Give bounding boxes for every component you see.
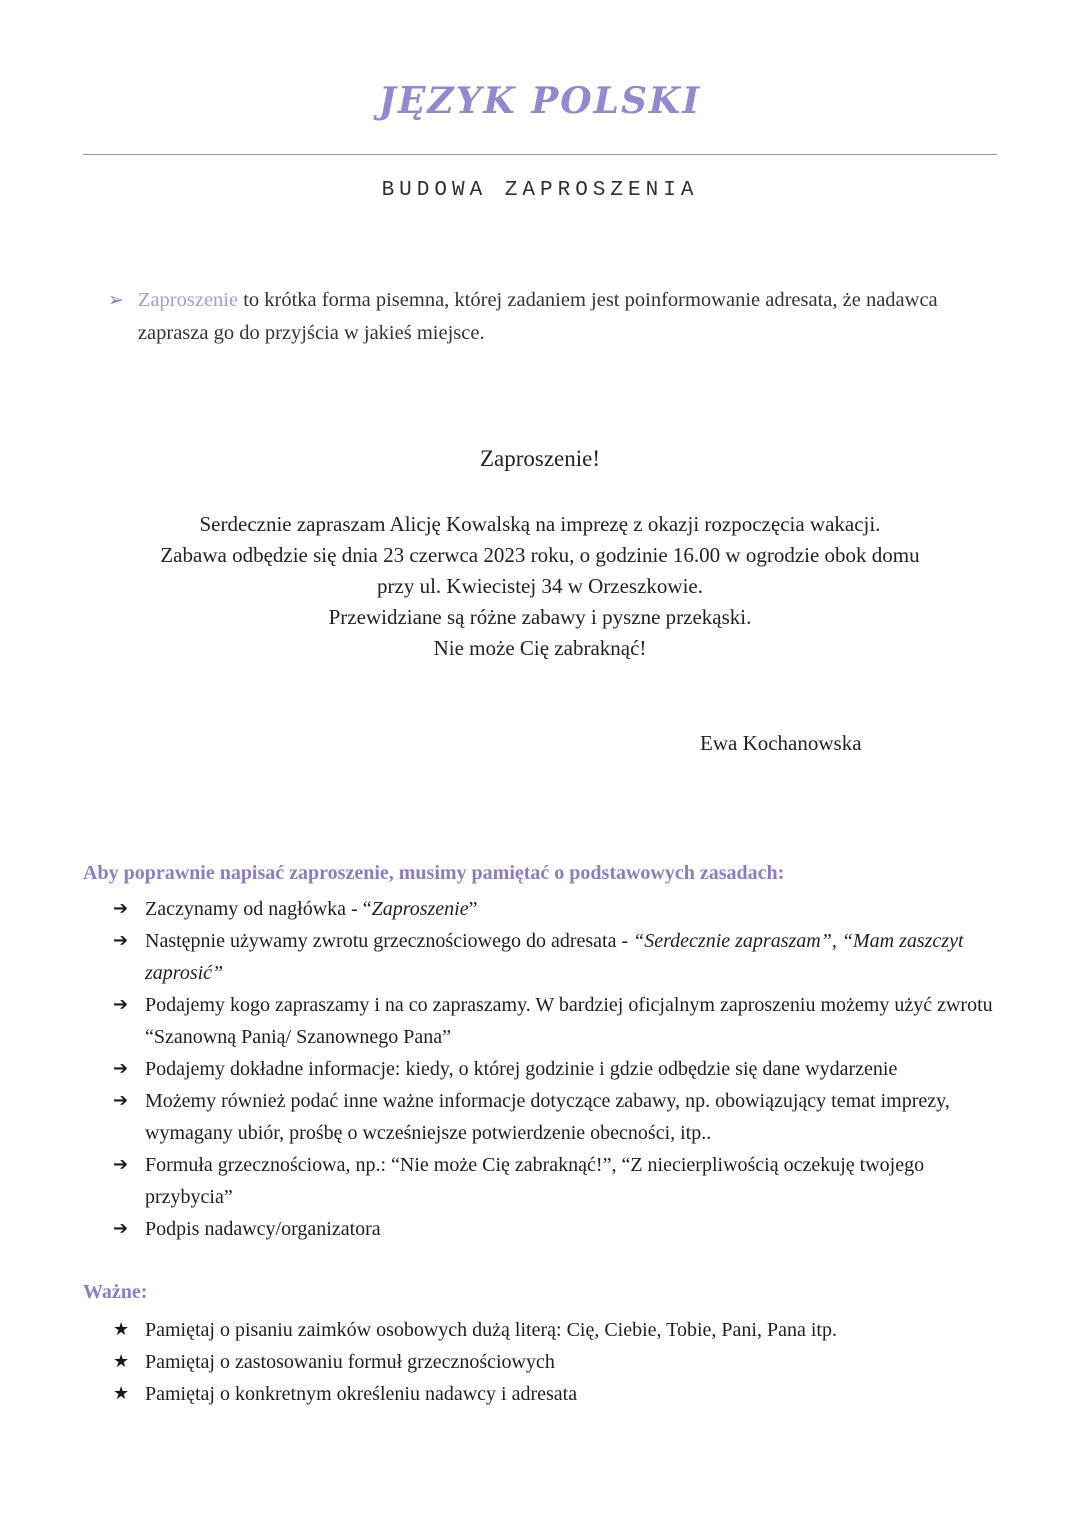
invitation-example bbox=[0, 446, 1080, 756]
rules-list bbox=[0, 893, 1080, 1245]
list-item bbox=[113, 1149, 995, 1213]
definition-item bbox=[108, 284, 985, 350]
arrow-bullet-icon: ➔ bbox=[113, 1058, 129, 1079]
star-bullet-icon: ★ bbox=[113, 1383, 130, 1404]
list-item bbox=[113, 1346, 995, 1378]
divider bbox=[83, 154, 997, 155]
invitation-signature: Ewa Kochanowska bbox=[700, 731, 862, 755]
rule-text-part: Następnie używamy zwrotu grzecznościowego do adresata - bbox=[145, 930, 634, 952]
invitation-line: Serdecznie zapraszam Alicję Kowalską na imprezę z okazji rozpoczęcia wakacji. bbox=[199, 512, 881, 536]
invitation-line: Zabawa odbędzie się dnia 23 czerwca 2023 roku, o godzinie 16.00 w ogrodzie obok domu bbox=[160, 543, 920, 567]
definition-text bbox=[138, 284, 970, 350]
rule-text bbox=[145, 925, 993, 989]
arrow-bullet-icon: ➔ bbox=[113, 1154, 129, 1175]
rules-heading: Aby poprawnie napisać zaproszenie, musimy pamiętać o podstawowych zasadach: bbox=[83, 862, 785, 884]
arrow-bullet-icon: ➔ bbox=[113, 994, 129, 1015]
definition-term: Zaproszenie bbox=[137, 289, 239, 311]
rule-text-part: Podajemy kogo zapraszamy i na co zapraszamy. W bardziej oficjalnym zaproszeniu możemy użyć zwrotu “Szanowną Panią/ Szanownego Pana” bbox=[145, 994, 993, 1048]
invitation-line: Przewidziane są różne zabawy i pyszne przekąski. bbox=[328, 605, 752, 629]
invitation-body bbox=[0, 509, 1080, 664]
list-item bbox=[113, 1053, 995, 1085]
rule-text bbox=[145, 989, 993, 1053]
list-item bbox=[113, 1213, 995, 1245]
rule-text bbox=[145, 1149, 993, 1213]
invitation-line: Nie może Cię zabraknąć! bbox=[433, 636, 647, 660]
rule-text bbox=[145, 893, 478, 925]
lesson-title: BUDOWA ZAPROSZENIA bbox=[381, 179, 699, 202]
rule-text bbox=[145, 1213, 381, 1245]
rule-text-italic: “Serdecznie zapraszam”, “Mam zaszczyt zaprosić” bbox=[145, 930, 964, 984]
list-item bbox=[113, 989, 995, 1053]
rule-text bbox=[145, 1085, 993, 1149]
arrow-bullet-icon: ➔ bbox=[113, 1218, 129, 1239]
rule-text-part: Możemy również podać inne ważne informacje dotyczące zabawy, np. obowiązujący temat imprezy, wymagany ubiór, prośbę o wcześniejsze potwierdzenie obecności, itp.. bbox=[145, 1090, 950, 1144]
important-text: Pamiętaj o konkretnym określeniu nadawcy i adresata bbox=[145, 1383, 578, 1405]
list-item bbox=[113, 1085, 995, 1149]
list-item bbox=[113, 1378, 995, 1410]
star-bullet-icon: ★ bbox=[113, 1319, 130, 1340]
invitation-title: Zaproszenie! bbox=[479, 446, 601, 471]
rule-text bbox=[145, 1053, 897, 1085]
list-item bbox=[113, 925, 995, 989]
rule-text-part: Formuła grzecznościowa, np.: “Nie może Cię zabraknąć!”, “Z niecierpliwością oczekuję twojego przybycia” bbox=[145, 1154, 925, 1208]
definition-body: to krótka forma pisemna, której zadaniem jest poinformowanie adresata, że nadawca zaprasza go do przyjścia w jakieś miejsce. bbox=[137, 289, 938, 344]
page-title: JĘZYK POLSKI bbox=[378, 80, 702, 122]
important-text: Pamiętaj o pisaniu zaimków osobowych dużą literą: Cię, Ciebie, Tobie, Pani, Pana itp. bbox=[145, 1319, 837, 1341]
list-item bbox=[113, 1314, 995, 1346]
arrow-bullet-icon: ➔ bbox=[113, 898, 129, 919]
important-list bbox=[0, 1314, 1080, 1410]
arrow-bullet-icon: ➔ bbox=[113, 1090, 129, 1111]
important-text: Pamiętaj o zastosowaniu formuł grzecznościowych bbox=[145, 1351, 555, 1373]
rule-text-part: ” bbox=[468, 898, 478, 920]
list-item bbox=[113, 893, 995, 925]
rule-text-italic: Zaproszenie bbox=[371, 898, 469, 920]
rule-text-part: Podpis nadawcy/organizatora bbox=[145, 1218, 381, 1240]
rule-text-part: Zaczynamy od nagłówka - “ bbox=[145, 898, 372, 920]
invitation-line: przy ul. Kwiecistej 34 w Orzeszkowie. bbox=[377, 574, 703, 598]
star-bullet-icon: ★ bbox=[113, 1351, 130, 1372]
rule-text-part: Podajemy dokładne informacje: kiedy, o której godzinie i gdzie odbędzie się dane wydarzenie bbox=[145, 1058, 898, 1080]
arrow-bullet-icon: ➔ bbox=[113, 930, 129, 951]
arrowhead-bullet-icon: ➢ bbox=[108, 289, 124, 311]
important-heading: Ważne: bbox=[83, 1281, 148, 1303]
